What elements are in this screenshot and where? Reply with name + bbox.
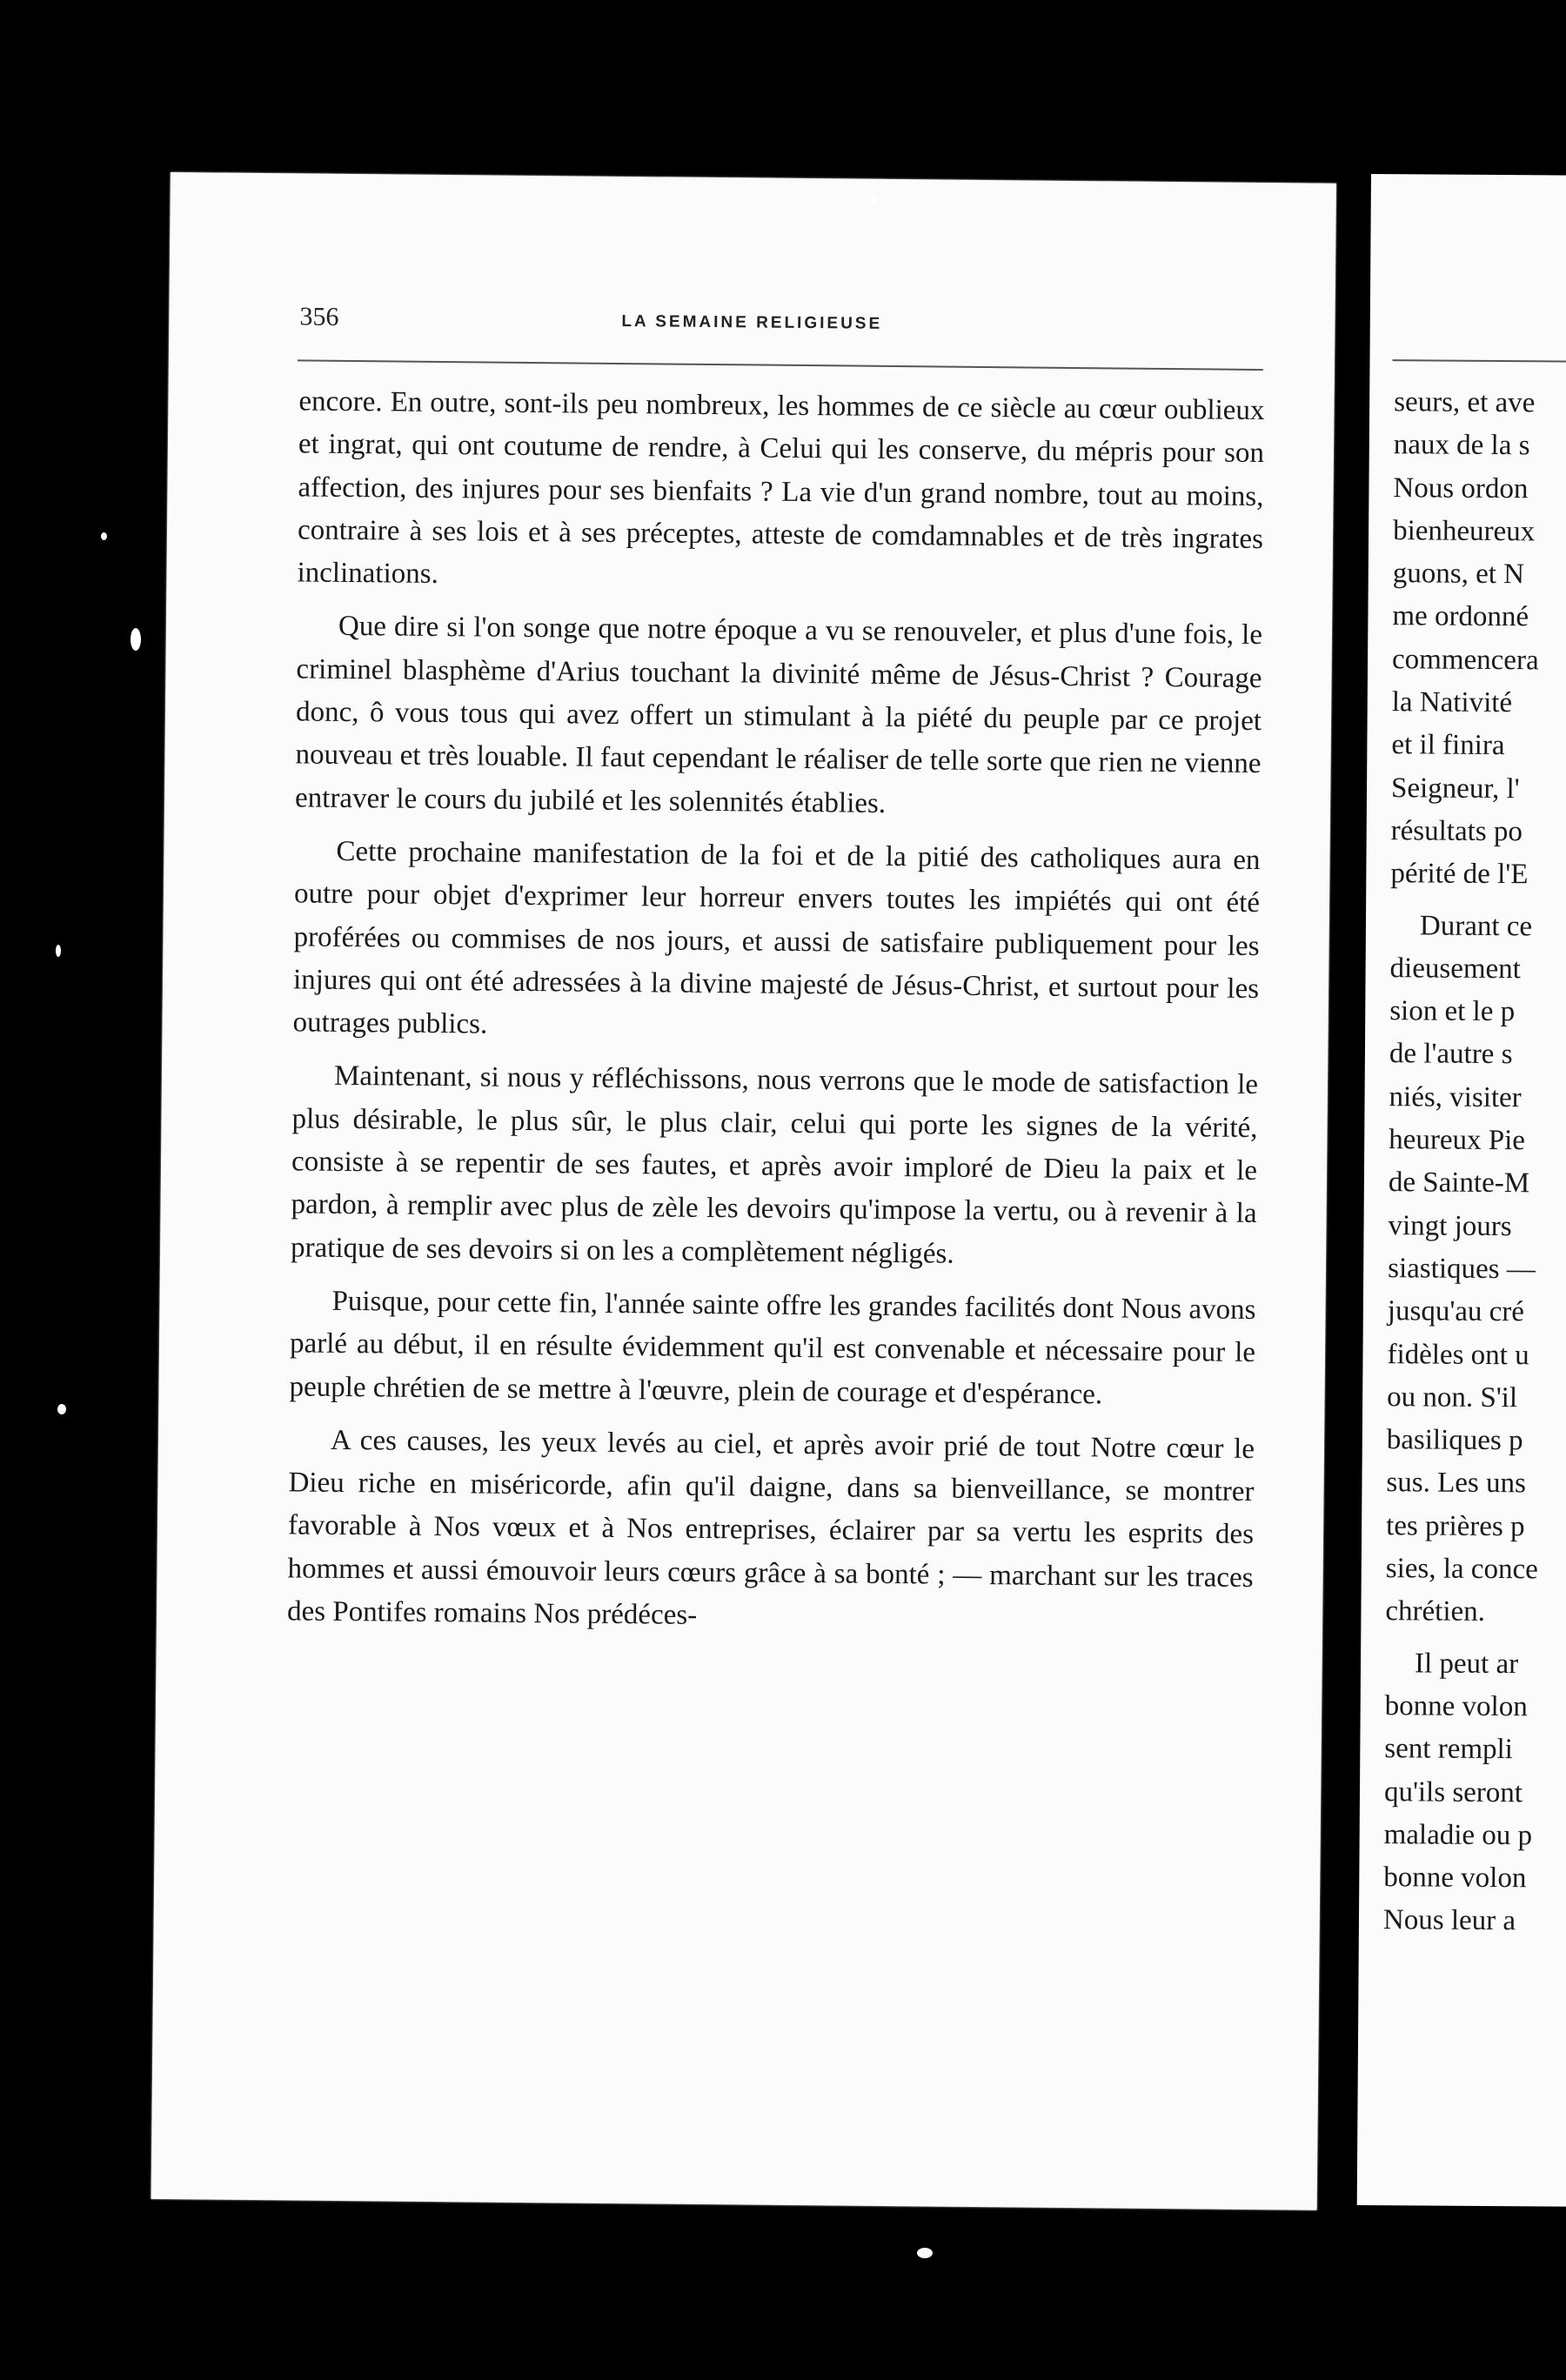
right-page-line: Seigneur, l'	[1390, 772, 1520, 805]
scan-speck	[57, 1404, 66, 1414]
scan-speck	[130, 628, 141, 651]
right-page-line: maladie ou p	[1383, 1818, 1533, 1852]
right-page-line: Il peut ar	[1414, 1648, 1519, 1680]
right-page-line: sus. Les uns	[1386, 1467, 1527, 1500]
page-number: 356	[299, 302, 339, 331]
right-page-line: jusqu'au cré	[1387, 1295, 1525, 1328]
header-rule	[298, 359, 1263, 371]
right-page-line: Durant ce	[1419, 909, 1533, 942]
body-text	[287, 380, 1265, 1653]
right-page-line: siastiques —	[1388, 1253, 1536, 1286]
right-page-line: niés, visiter	[1389, 1080, 1522, 1113]
right-page-line: sies, la conce	[1385, 1553, 1538, 1586]
right-page-line: me ordonné	[1392, 600, 1529, 633]
right-page-line: guons, et N	[1392, 558, 1525, 591]
paragraph: A ces causes, les yeux levés au ciel, et après avoir prié de tout Notre cœur le Dieu riche en miséricorde, afin qu'il daigne, dans sa bienveillance, se montrer favorable à Nos vœux et à Nos entreprises, éclairer par sa vertu les esprits des hommes et aussi émouvoir leurs cœurs grâce à sa bonté ; — marchant sur les traces des Pontifes romains Nos prédéces-	[286, 1424, 1255, 1631]
right-page-line: dieusement	[1389, 953, 1522, 986]
paragraph: Cette prochaine manifestation de la foi et de la pitié des catholiques aura en outre pour objet d'exprimer leur horreur envers toutes les impiétés qui ont été proférées ou commises de nos jours, et aussi de satisfaire publiquement pour les injures qui ont été adressées à la divine majesté de Jésus-Christ, et surtout pour les outrages publics.	[292, 835, 1261, 1040]
right-page-text	[1383, 381, 1566, 1944]
right-header-rule	[1392, 359, 1566, 363]
right-page-line: commencera	[1391, 643, 1539, 677]
right-page-line: de Sainte-M	[1388, 1167, 1530, 1200]
right-page-line: résultats po	[1390, 815, 1523, 848]
right-page-line: qu'ils seront	[1383, 1775, 1523, 1808]
right-page-line: sent rempli	[1384, 1733, 1514, 1766]
right-page-line: Nous leur a	[1382, 1904, 1516, 1937]
right-page-line: naux de la s	[1393, 429, 1530, 462]
right-page-line: Nous ordon	[1393, 471, 1529, 505]
scan-speck	[56, 945, 61, 957]
paragraph: Que dire si l'on songe que notre époque a vu se renouveler, et plus d'une fois, le criminel blasphème d'Arius touchant la divinité même de Jésus-Christ ? Courage donc, ô vous tous qui avez offert un stimulant à la piété du peuple par ce projet nouveau et très louable. Il faut cependant le réaliser de telle sorte que rien ne vienne entraver le cours du jubilé et les solennités établies.	[294, 611, 1263, 819]
right-page-line: tes prières p	[1386, 1509, 1525, 1542]
right-page-line: vingt jours	[1388, 1209, 1512, 1242]
right-page-line: fidèles ont u	[1387, 1338, 1529, 1371]
right-page-line: basiliques p	[1386, 1424, 1523, 1457]
right-page-line: ou non. S'il	[1387, 1381, 1518, 1414]
scan-speck	[872, 195, 877, 205]
page-header	[299, 302, 1256, 355]
right-page-line: bonne volon	[1383, 1862, 1527, 1895]
right-page-line: et il finira	[1391, 729, 1505, 762]
running-title: LA SEMAINE RELIGIEUSE	[621, 311, 883, 333]
right-page-line: bonne volon	[1384, 1690, 1528, 1723]
right-page-line: bienheureux	[1393, 515, 1536, 548]
paragraph: Maintenant, si nous y réfléchissons, nous verrons que le mode de satisfaction le plus désirable, le plus sûr, le plus clair, celui qui porte les signes de la vérité, consiste à se repentir de ses fautes, et après avoir imploré de Dieu la paix et le pardon, à remplir avec plus de zèle les devoirs qu'impose la vertu, ou à revenir à la pratique de ses devoirs si on les a complètement négligés.	[290, 1060, 1259, 1270]
paragraph: Puisque, pour cette fin, l'année sainte offre les grandes facilités dont Nous avons parlé au début, il en résulte évidemment qu'il est convenable et nécessaire pour le peuple chrétien de se mettre à l'œuvre, plein de courage et d'espérance.	[289, 1285, 1256, 1410]
paragraph: encore. En outre, sont-ils peu nombreux, les hommes de ce siècle au cœur oublieux et ingrat, qui ont coutume de rendre, à Celui qui les conserve, du mépris pour son affection, des injures pour ses bienfaits ? La vie d'un grand nombre, tout au moins, contraire à ses lois et à ses préceptes, atteste de comdamnables et de très ingrates inclinations.	[297, 385, 1265, 591]
right-page-line: périté de l'E	[1390, 858, 1529, 891]
right-page-line: la Nativité	[1391, 686, 1513, 719]
right-page-line: seurs, et ave	[1394, 386, 1536, 419]
right-page-line: heureux Pie	[1389, 1124, 1526, 1157]
scan-speck	[917, 2248, 933, 2258]
scan-speck	[101, 532, 107, 540]
right-page-line: de l'autre s	[1389, 1038, 1513, 1071]
right-page-line: sion et le p	[1389, 995, 1516, 1028]
left-page	[151, 172, 1336, 2210]
right-page-line: chrétien.	[1385, 1595, 1486, 1628]
right-page	[1357, 174, 1566, 2207]
